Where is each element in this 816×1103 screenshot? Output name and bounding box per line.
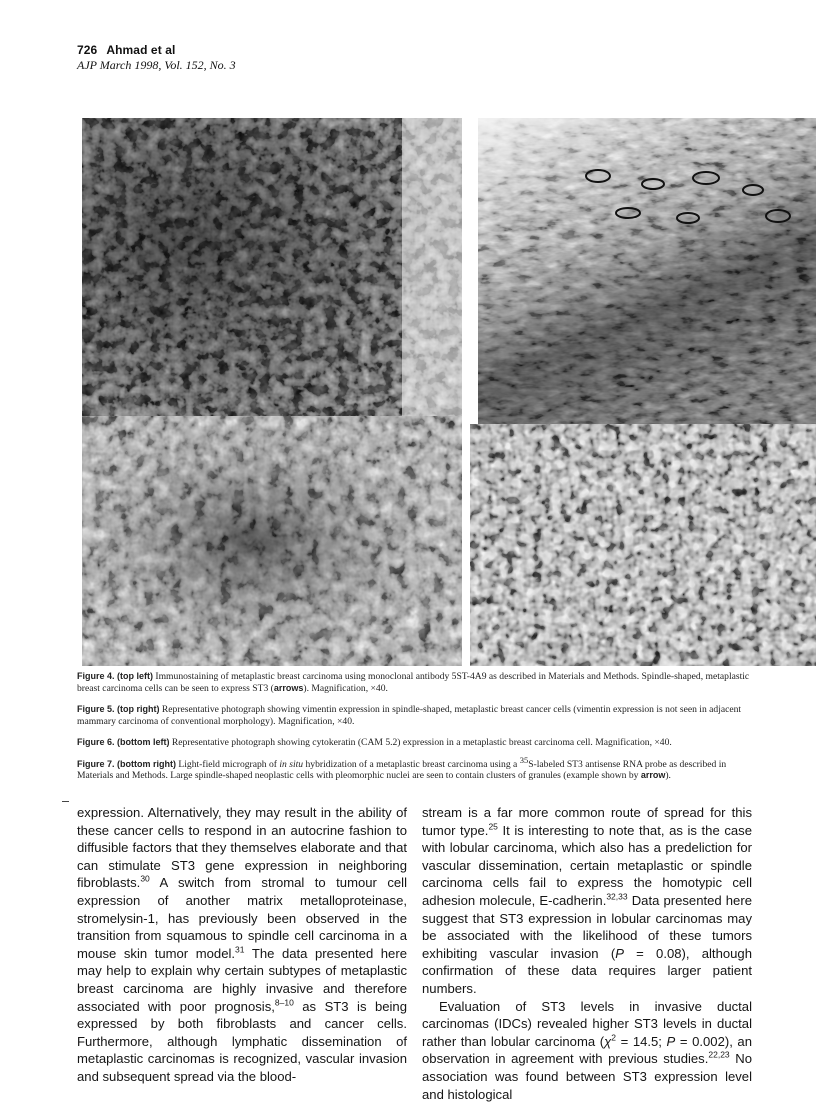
header-line-1 xyxy=(77,43,236,57)
right-p1-p-symbol: P xyxy=(615,945,624,961)
caption-fig4-arrows: arrows xyxy=(273,682,304,693)
caption-fig4-label: Figure 4. (top left) xyxy=(77,671,153,681)
fig7-bottom-right-micrograph xyxy=(470,424,816,666)
fig4-top-left-micrograph xyxy=(82,118,462,416)
right-paragraph-2 xyxy=(422,998,752,1103)
right-p1-text-a: stream is a far more common route of spread for this tumor type. xyxy=(422,805,752,838)
right-p1-text-b: It is interesting to note that, as is the case with lobular carcinoma, which also has a predeliction for vascular dissemination, certain metaplastic or spindle carcinoma cells fail to express the homotypic cell adhesion molecule, E-cadherin. xyxy=(422,822,752,908)
right-p2-text-a: Evaluation of ST3 levels in invasive ductal carcinomas (IDCs) revealed higher ST3 levels in ductal rather than lobular carcinoma ( xyxy=(422,998,752,1049)
left-p1-ref-3: 8–10 xyxy=(274,997,294,1008)
caption-fig7-label: Figure 7. (bottom right) xyxy=(77,758,176,769)
right-p1-ref-2: 32,33 xyxy=(606,891,628,902)
figure-captions xyxy=(77,671,753,792)
caption-fig7-isotope-sup: 35 xyxy=(519,754,529,765)
caption-fig7-in-situ: in situ xyxy=(279,758,304,770)
left-p1-text-a: expression. Alternatively, they may result in the ability of these cancer cells to respond in an autocrine fashion to diffusible factors that they themselves elaborate and that can stimulate ST3 gene expression in neighboring fibroblasts. xyxy=(77,805,407,891)
fig5-image xyxy=(478,118,816,424)
right-paragraph-1 xyxy=(422,804,752,998)
fig6-image xyxy=(82,416,462,666)
caption-fig5-label: Figure 5. (top right) xyxy=(77,704,160,714)
caption-fig6 xyxy=(77,737,753,749)
caption-fig4-text-1: Immunostaining of metaplastic breast carcinoma using monoclonal antibody 5ST-4A9 as described in Materials and Methods. Spindle-shaped, metaplastic breast carcinoma cells can be seen to express ST3 ( xyxy=(77,671,750,694)
caption-fig6-label: Figure 6. (bottom left) xyxy=(77,737,170,747)
margin-mark xyxy=(62,801,69,802)
page-number: 726 xyxy=(77,43,98,57)
caption-fig5-text: Representative photograph showing vimentin expression in spindle-shaped, metaplastic breast cancer cells (vimentin expression is not seen in adjacent mammary carcinoma of conventional morphology). Magnification, ×40. xyxy=(77,704,742,727)
right-p2-chi-symbol: χ xyxy=(604,1033,612,1049)
fig4-image xyxy=(82,118,462,416)
fig7-image xyxy=(470,424,816,666)
body-column-right xyxy=(422,804,752,1103)
caption-fig7-text-4: ). xyxy=(665,770,671,781)
right-p2-ref: 22,23 xyxy=(708,1049,730,1060)
left-p1-text-d: as ST3 is being expressed by both fibroblasts and cancer cells. Furthermore, although lymphatic dissemination of metaplastic carcinomas is recognized, vascular invasion and subsequent spread via the blood- xyxy=(77,998,407,1084)
right-p2-p-symbol: P xyxy=(666,1033,676,1049)
right-p2-text-c: = 0.002), an observation in agreement with previous studies. xyxy=(422,1033,752,1067)
right-p2-chi-sup: 2 xyxy=(611,1032,616,1043)
figure-plate xyxy=(80,118,750,666)
left-p1-text-c: The data presented here may help to explain why certain subtypes of metaplastic breast carcinoma are highly invasive and therefore associated with poor prognosis, xyxy=(77,945,407,1014)
left-paragraph-1 xyxy=(77,804,407,1086)
caption-fig7 xyxy=(77,754,753,782)
caption-fig4 xyxy=(77,671,753,694)
caption-fig4-text-2: ). Magnification, ×40. xyxy=(303,682,388,694)
caption-fig7-text-2: hybridization of a metaplastic breast carcinoma using a xyxy=(303,758,520,770)
left-p1-ref-1: 30 xyxy=(140,874,150,885)
right-p1-text-d: = 0.08), although confirmation of these data requires larger patient numbers. xyxy=(422,945,752,996)
fig5-top-right-micrograph xyxy=(478,118,816,424)
left-p1-ref-2: 31 xyxy=(235,944,245,955)
right-p2-text-d: No association was found between ST3 expression level and histological xyxy=(422,1051,752,1102)
right-p1-text-c: Data presented here suggest that ST3 expression in lobular carcinomas may be associated with the likelihood of these tumors exhibiting vascular invasion ( xyxy=(422,892,752,961)
journal-citation: AJP March 1998, Vol. 152, No. 3 xyxy=(77,58,236,72)
caption-fig7-arrow: arrow xyxy=(640,770,666,780)
authors: Ahmad et al xyxy=(106,43,176,57)
left-p1-text-b: A switch from stromal to tumour cell expression of another matrix metalloproteinase, stromelysin-1, has previously been observed in the transition from squamous to spindle cell carcinoma in a mouse skin tumor model. xyxy=(77,875,407,961)
caption-fig7-text-1: Light-field micrograph of xyxy=(176,758,280,770)
caption-fig6-text: Representative photograph showing cytokeratin (CAM 5.2) expression in a metaplastic breast carcinoma cell. Magnification, ×40. xyxy=(169,737,672,748)
right-p2-text-b: = 14.5; xyxy=(616,1033,667,1049)
fig6-bottom-left-micrograph xyxy=(82,416,462,666)
caption-fig7-text-3: S-labeled ST3 antisense RNA probe as described in Materials and Methods. Large spindle-shaped neoplastic cells with pleomorphic nuclei are seen to contain clusters of granules (example shown by xyxy=(77,758,727,781)
running-header xyxy=(77,43,236,73)
body-column-left xyxy=(77,804,407,1086)
caption-fig5 xyxy=(77,704,753,727)
right-p1-ref-1: 25 xyxy=(488,821,498,832)
